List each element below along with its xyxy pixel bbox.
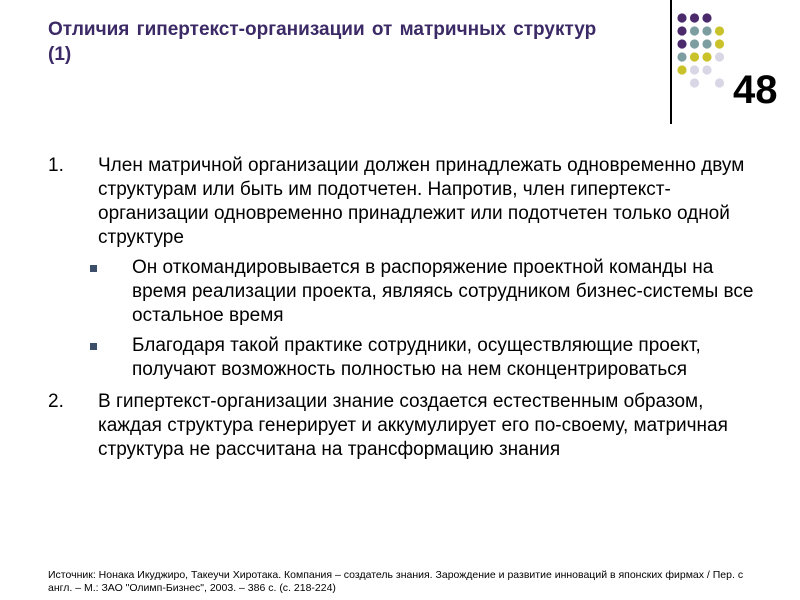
decor-dot (702, 52, 711, 61)
decor-dot (677, 39, 686, 48)
decor-dot (715, 78, 724, 87)
list-marker: 2. (48, 391, 64, 412)
decor-dot (677, 52, 686, 61)
list-item-text: Член матричной организации должен принадлежать одновременно двум структурам или быть им подотчетен. Напротив, член гипертекст-организации одновременно принадлежит или подотчетен только одной структуре (98, 155, 745, 248)
list-item-text: В гипертекст-организации знание создается естественным образом, каждая структура генерирует и аккумулирует его по-своему, матричная структура не рассчитана на трансформацию знания (98, 391, 728, 460)
decor-dot (677, 65, 686, 74)
decor-dot (677, 26, 686, 35)
decor-dot (715, 39, 724, 48)
slide-title: Отличия гипертекст-организации от матричных структур (1) (48, 19, 597, 65)
decor-dot (702, 13, 711, 22)
decor-dot (690, 26, 699, 35)
decor-dot (690, 13, 699, 22)
square-bullet-icon (90, 343, 97, 350)
decor-dot (702, 39, 711, 48)
slide-content (48, 154, 768, 462)
decor-dot (702, 26, 711, 35)
square-bullet-icon (90, 265, 97, 272)
decor-dot (690, 78, 699, 87)
sub-item-text: Он откомандировывается в распоряжение проектной команды на время реализации проекта, являясь сотрудником бизнес-системы все остальное время (132, 257, 754, 326)
decor-dot (690, 39, 699, 48)
sub-item-2 (48, 334, 768, 382)
decor-dot (690, 65, 699, 74)
list-item-1 (48, 154, 768, 250)
slide-number: 48 (733, 68, 778, 112)
list-item-2 (48, 390, 768, 462)
decor-dot (702, 65, 711, 74)
decor-dot (690, 52, 699, 61)
decor-dot (715, 52, 724, 61)
decor-dot (677, 13, 686, 22)
source-citation: Источник: Нонака Икуджиро, Такеучи Хиротака. Компания – создатель знания. Зарождение и развитие инноваций в японских фирмах / Пер. с англ. – М.: ЗАО "Олимп-Бизнес", 2003. – 386 с. (с. 218-224) (48, 569, 744, 594)
decorative-divider (670, 0, 672, 124)
list-marker: 1. (48, 155, 64, 176)
decor-dot (715, 26, 724, 35)
sub-item-1 (48, 256, 768, 328)
sub-item-text: Благодаря такой практике сотрудники, осуществляющие проект, получают возможность полностью на нем сконцентрироваться (132, 335, 701, 380)
